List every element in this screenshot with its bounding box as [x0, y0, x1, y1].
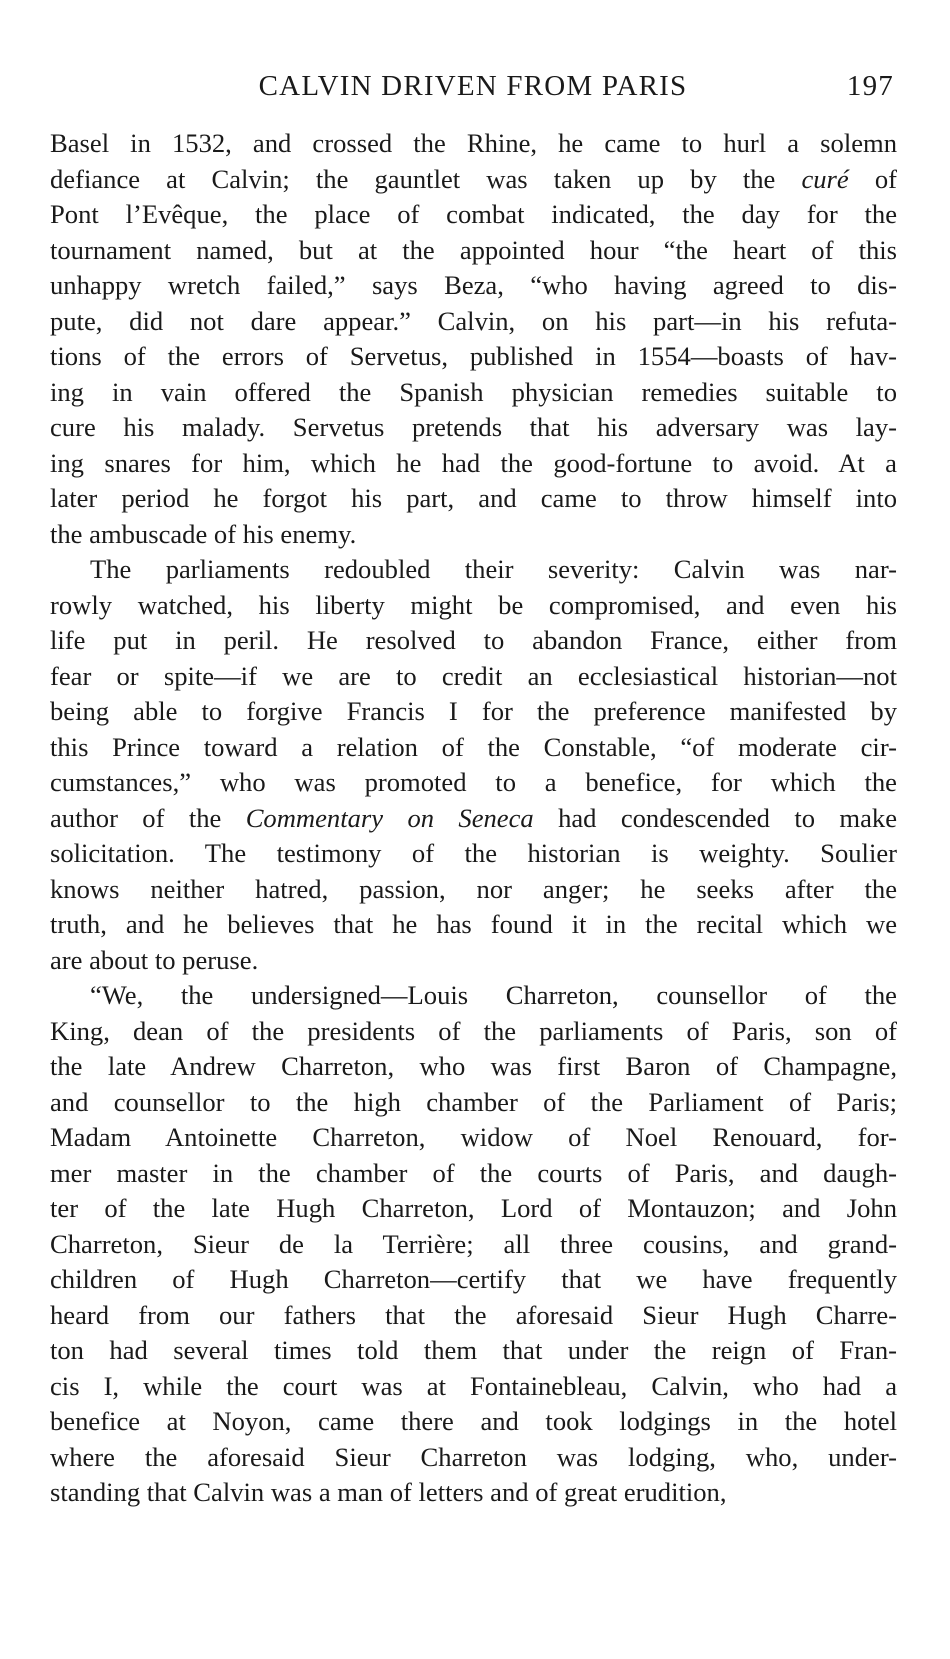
- text-segment: benefice at Noyon, came there and took lodgings in the hotel: [50, 1406, 897, 1436]
- text-segment: cure his malady. Servetus pretends that his adversary was lay-: [50, 412, 897, 442]
- text-line: [50, 836, 897, 872]
- running-title: CALVIN DRIVEN FROM PARIS: [258, 70, 688, 102]
- running-head: [52, 70, 894, 110]
- text-segment: heard from our fathers that the aforesaid Sieur Hugh Charre-: [50, 1299, 897, 1330]
- text-segment: standing that Calvin was a man of letters and of great erudition,: [50, 1477, 727, 1507]
- text-line: [50, 1369, 897, 1405]
- text-line: [50, 339, 897, 375]
- text-line: [50, 375, 897, 411]
- text-segment: where the aforesaid Sieur Charreton was lodging, who, under-: [50, 1441, 897, 1472]
- text-line: [50, 1191, 897, 1227]
- text-segment: being able to forgive Francis I for the preference manifested by: [50, 696, 897, 726]
- text-segment: the ambuscade of his enemy.: [50, 518, 357, 549]
- text-line: [50, 1262, 897, 1298]
- text-line: [50, 517, 897, 553]
- text-segment: the late Andrew Charreton, who was first Baron of Champagne,: [50, 1051, 897, 1081]
- text-line: [50, 623, 897, 659]
- text-segment: and counsellor to the high chamber of the Parliament of Paris;: [50, 1086, 897, 1117]
- text-segment: Basel in 1532, and crossed the Rhine, he came to hurl a solemn: [50, 128, 897, 158]
- text-line: [50, 872, 897, 908]
- text-segment: life put in peril. He resolved to abandon France, either from: [50, 625, 897, 655]
- text-segment: ter of the late Hugh Charreton, Lord of Montauzon; and John: [50, 1193, 897, 1223]
- text-line: [50, 765, 897, 801]
- text-segment: fear or spite—if we are to credit an ecclesiastical historian—not: [50, 660, 897, 691]
- text-segment: tions of the errors of Servetus, published in 1554—boasts of hav-: [50, 341, 897, 371]
- text-line: [50, 268, 897, 304]
- text-segment: tournament named, but at the appointed hour “the heart of this: [50, 234, 897, 265]
- text-line: [50, 1475, 897, 1511]
- text-segment: solicitation. The testimony of the historian is weighty. Soulier: [50, 838, 897, 868]
- text-line: [50, 588, 897, 624]
- text-segment: mer master in the chamber of the courts of Paris, and daugh-: [50, 1157, 897, 1188]
- text-line: [50, 410, 897, 446]
- text-segment: cumstances,” who was promoted to a benefice, for which the: [50, 767, 897, 797]
- text-line: [50, 1085, 897, 1121]
- text-line: [50, 233, 897, 269]
- text-line: [50, 304, 897, 340]
- text-line: [50, 943, 897, 979]
- text-line: [50, 978, 897, 1014]
- text-segment: unhappy wretch failed,” says Beza, “who having agreed to dis-: [50, 270, 897, 300]
- text-line: [50, 552, 897, 588]
- text-segment: had condescended to make: [533, 802, 897, 833]
- text-line: [50, 1227, 897, 1263]
- text-segment: truth, and he believes that he has found it in the recital which we: [50, 909, 897, 939]
- text-line: [50, 1404, 897, 1440]
- text-line: [50, 907, 897, 943]
- text-line: [50, 730, 897, 766]
- text-line: [50, 801, 897, 837]
- text-line: [50, 197, 897, 233]
- text-line: [50, 1120, 897, 1156]
- text-line: [50, 1333, 897, 1369]
- italic-phrase: Commentary on Seneca: [245, 802, 534, 833]
- text-segment: ing in vain offered the Spanish physician remedies suitable to: [50, 376, 897, 407]
- text-line: [50, 1049, 897, 1085]
- text-segment: cis I, while the court was at Fontainebleau, Calvin, who had a: [50, 1370, 897, 1401]
- text-segment: this Prince toward a relation of the Constable, “of moderate cir-: [50, 731, 897, 762]
- text-segment: rowly watched, his liberty might be compromised, and even his: [50, 589, 897, 620]
- text-line: [50, 659, 897, 695]
- text-line: [50, 446, 897, 482]
- text-segment: Madam Antoinette Charreton, widow of Noel Renouard, for-: [50, 1122, 897, 1152]
- text-line: [50, 694, 897, 730]
- text-line: [50, 162, 897, 198]
- italic-phrase: curé: [801, 163, 849, 194]
- text-segment: The parliaments redoubled their severity: Calvin was nar-: [90, 554, 897, 584]
- text-segment: are about to peruse.: [50, 944, 259, 975]
- text-segment: Charreton, Sieur de la Terrière; all three cousins, and grand-: [50, 1228, 897, 1259]
- text-line: [50, 126, 897, 162]
- text-line: [50, 1014, 897, 1050]
- text-segment: children of Hugh Charreton—certify that we have frequently: [50, 1264, 897, 1294]
- text-line: [50, 1156, 897, 1192]
- text-segment: of: [848, 163, 897, 194]
- text-segment: pute, did not dare appear.” Calvin, on his part—in his refuta-: [50, 305, 897, 336]
- text-segment: ing snares for him, which he had the good-fortune to avoid. At a: [50, 447, 897, 478]
- text-line: [50, 481, 897, 517]
- page-number: 197: [846, 70, 894, 102]
- text-segment: author of the: [50, 802, 246, 833]
- text-segment: knows neither hatred, passion, nor anger; he seeks after the: [50, 873, 897, 904]
- text-line: [50, 1440, 897, 1476]
- text-segment: “We, the undersigned—Louis Charreton, counsellor of the: [90, 980, 897, 1010]
- body-text: [50, 126, 897, 1511]
- text-segment: ton had several times told them that under the reign of Fran-: [50, 1335, 897, 1365]
- text-segment: Pont l’Evêque, the place of combat indicated, the day for the: [50, 199, 897, 229]
- text-segment: later period he forgot his part, and came to throw himself into: [50, 483, 897, 513]
- text-line: [50, 1298, 897, 1334]
- text-segment: defiance at Calvin; the gauntlet was taken up by the: [50, 163, 802, 194]
- text-segment: King, dean of the presidents of the parliaments of Paris, son of: [50, 1015, 897, 1046]
